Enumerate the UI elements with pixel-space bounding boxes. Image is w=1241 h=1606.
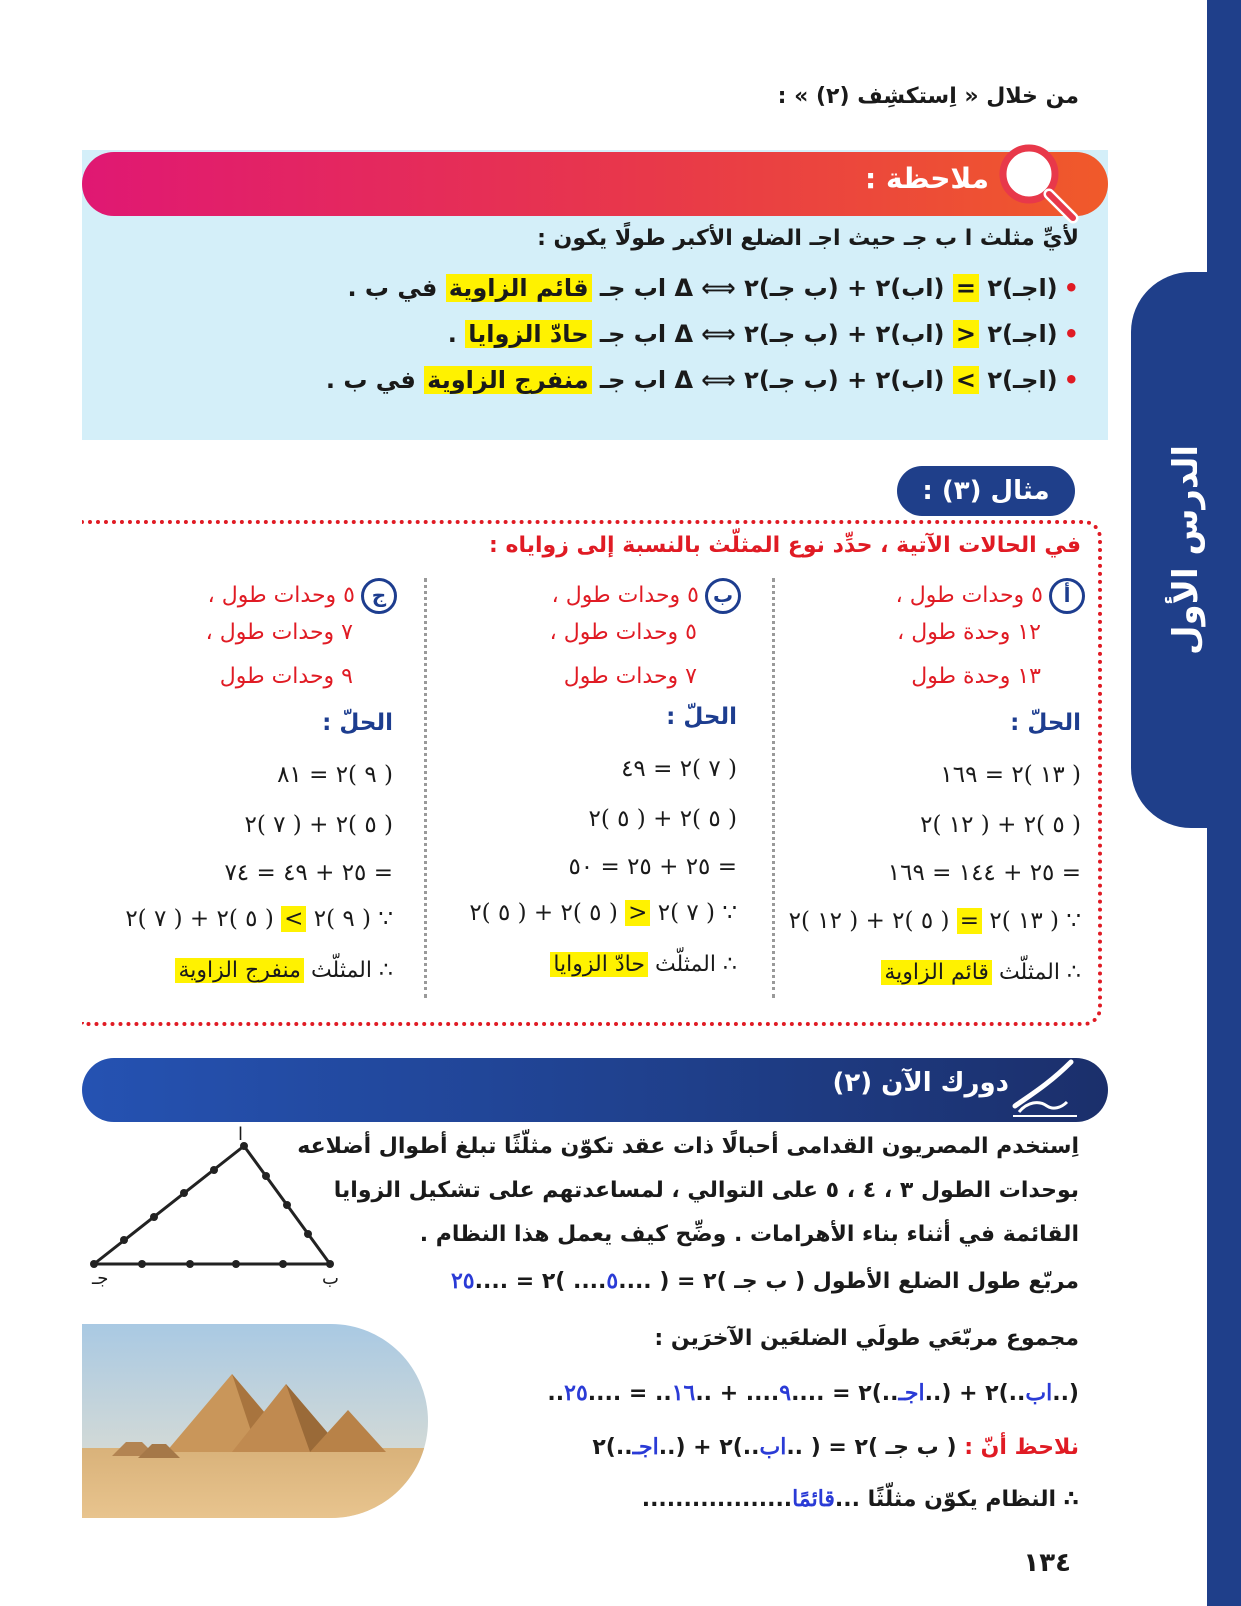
- solution-step: = ٢٥ + ٢٥ = ٥٠: [568, 854, 737, 880]
- handwritten-answer: ٢٥: [564, 1380, 588, 1406]
- vertex-label: ا: [238, 1124, 244, 1145]
- handwritten-answer: ٥: [606, 1268, 619, 1294]
- vertex-label: جـ: [92, 1268, 109, 1289]
- sum-squares-line: (..اب..)٢ + (..اجـ..)٢ = ....٩.... + ..١٦.. = ....٢٥..: [547, 1380, 1079, 1406]
- handwritten-answer: اجـ: [632, 1434, 659, 1460]
- side-line: ب٥ وحدات طول ،: [552, 578, 741, 614]
- handwritten-answer: اب: [759, 1434, 787, 1460]
- page-number: ١٣٤: [1023, 1548, 1071, 1578]
- column-divider: [772, 578, 775, 998]
- handwritten-answer: اب: [1025, 1380, 1053, 1406]
- side-line: ٩ وحدات طول: [219, 664, 353, 689]
- pyramids-photo: [82, 1324, 428, 1518]
- handwritten-answer: اجـ: [898, 1380, 925, 1406]
- observation-line: نلاحظ أنّ : ( ب جـ )٢ = ( ..اب..)٢ + (..اجـ..)٢: [592, 1434, 1079, 1460]
- solution-step: ( ٩ )٢ = ٨١: [277, 762, 393, 788]
- side-line: ١٢ وحدة طول ،: [897, 620, 1041, 645]
- handwritten-answer: قائمًا: [792, 1486, 835, 1512]
- example-instruction: في الحالات الآتية ، حدِّد نوع المثلّث بالنسبة إلى زواياه :: [489, 533, 1081, 558]
- solution-step: ( ١٣ )٢ = ١٦٩: [940, 762, 1081, 788]
- solution-label: الحلّ :: [666, 704, 737, 730]
- side-line: ج٥ وحدات طول ،: [208, 578, 397, 614]
- example-column-a: [785, 578, 1085, 1008]
- sum-squares-label: مجموع مربّعَي طولَي الضلعَين الآخرَين :: [654, 1326, 1079, 1351]
- vertex-label: ب: [322, 1268, 339, 1289]
- solution-conclusion: ∴ المثلّث قائم الزاوية: [881, 960, 1081, 985]
- note-bullet-obtuse: •(اجـ)٢ > (اب)٢ + (ب جـ)٢ ⟺ Δ اب جـ منفرج الزاوية في ب .: [325, 366, 1079, 394]
- side-line: ٧ وحدات طول ،: [205, 620, 353, 645]
- solution-conclusion: ∴ المثلّث حادّ الزوايا: [550, 952, 737, 977]
- longest-side-square-line: مربّع طول الضلع الأطول ( ب جـ )٢ = ( ....٥.... )٢ = ....٢٥: [450, 1268, 1079, 1294]
- case-badge: أ: [1049, 578, 1085, 614]
- lesson-tab-label: الدرس الأول: [1166, 445, 1206, 655]
- your-turn-title: دورك الآن (٢): [832, 1068, 1009, 1098]
- side-line: ٧ وحدات طول: [563, 664, 697, 689]
- handwritten-answer: ٢٥: [450, 1268, 475, 1294]
- task-paragraph: القائمة في أثناء بناء الأهرامات . وضِّح كيف يعمل هذا النظام .: [419, 1222, 1079, 1247]
- column-divider: [424, 578, 427, 998]
- intro-line: من خلال « اِستكشِف (٢) » :: [777, 84, 1079, 109]
- solution-label: الحلّ :: [1010, 710, 1081, 736]
- knotted-rope-triangle: [86, 1132, 346, 1292]
- solution-step: = ٢٥ + ٤٩ = ٧٤: [224, 860, 393, 886]
- note-intro-line: لأيِّ مثلث ا ب جـ حيث اجـ الضلع الأكبر طولًا يكون :: [537, 226, 1079, 251]
- solution-conclusion: ∴ المثلّث منفرج الزاوية: [175, 958, 393, 983]
- solution-step: ( ٥ )٢ + ( ١٢ )٢: [920, 812, 1081, 838]
- handwritten-answer: ٩: [779, 1380, 792, 1406]
- side-line: ١٣ وحدة طول: [911, 664, 1041, 689]
- note-bullet-acute: •(اجـ)٢ < (اب)٢ + (ب جـ)٢ ⟺ Δ اب جـ حادّ الزوايا .: [447, 320, 1079, 348]
- note-bullet-right: •(اجـ)٢ = (اب)٢ + (ب جـ)٢ ⟺ Δ اب جـ قائم الزاوية في ب .: [347, 274, 1079, 302]
- example-column-c: [125, 578, 397, 1008]
- solution-step: = ٢٥ + ١٤٤ = ١٦٩: [887, 860, 1081, 886]
- conclusion-line: ∴ النظام يكوّن مثلّثًا ...قائمًا..................: [641, 1486, 1079, 1512]
- solution-step: ( ٥ )٢ + ( ٧ )٢: [244, 812, 393, 838]
- example-title: مثال (٣) :: [897, 466, 1075, 516]
- magnifier-icon: [991, 136, 1079, 224]
- case-badge: ج: [361, 578, 397, 614]
- solution-compare: ∵ ( ٩ )٢ > ( ٥ )٢ + ( ٧ )٢: [125, 906, 393, 932]
- example-column-b: [441, 578, 741, 1008]
- solution-step: ( ٥ )٢ + ( ٥ )٢: [588, 806, 737, 832]
- note-title: ملاحظة :: [865, 162, 989, 195]
- writing-hand-icon: [1009, 1056, 1081, 1122]
- task-paragraph: بوحدات الطول ٣ ، ٤ ، ٥ على التوالي ، لمساعدتهم على تشكيل الزوايا: [333, 1178, 1079, 1203]
- solution-step: ( ٧ )٢ = ٤٩: [621, 756, 737, 782]
- solution-label: الحلّ :: [322, 710, 393, 736]
- case-badge: ب: [705, 578, 741, 614]
- side-line: أ٥ وحدات طول ،: [896, 578, 1085, 614]
- task-paragraph: اِستخدم المصريون القدامى أحبالًا ذات عقد تكوّن مثلّثًا تبلغ أطوال أضلاعه: [297, 1134, 1079, 1159]
- solution-compare: ∵ ( ٧ )٢ < ( ٥ )٢ + ( ٥ )٢: [469, 900, 737, 926]
- side-line: ٥ وحدات طول ،: [549, 620, 697, 645]
- solution-compare: ∵ ( ١٣ )٢ = ( ٥ )٢ + ( ١٢ )٢: [788, 908, 1081, 934]
- handwritten-answer: ١٦: [671, 1380, 696, 1406]
